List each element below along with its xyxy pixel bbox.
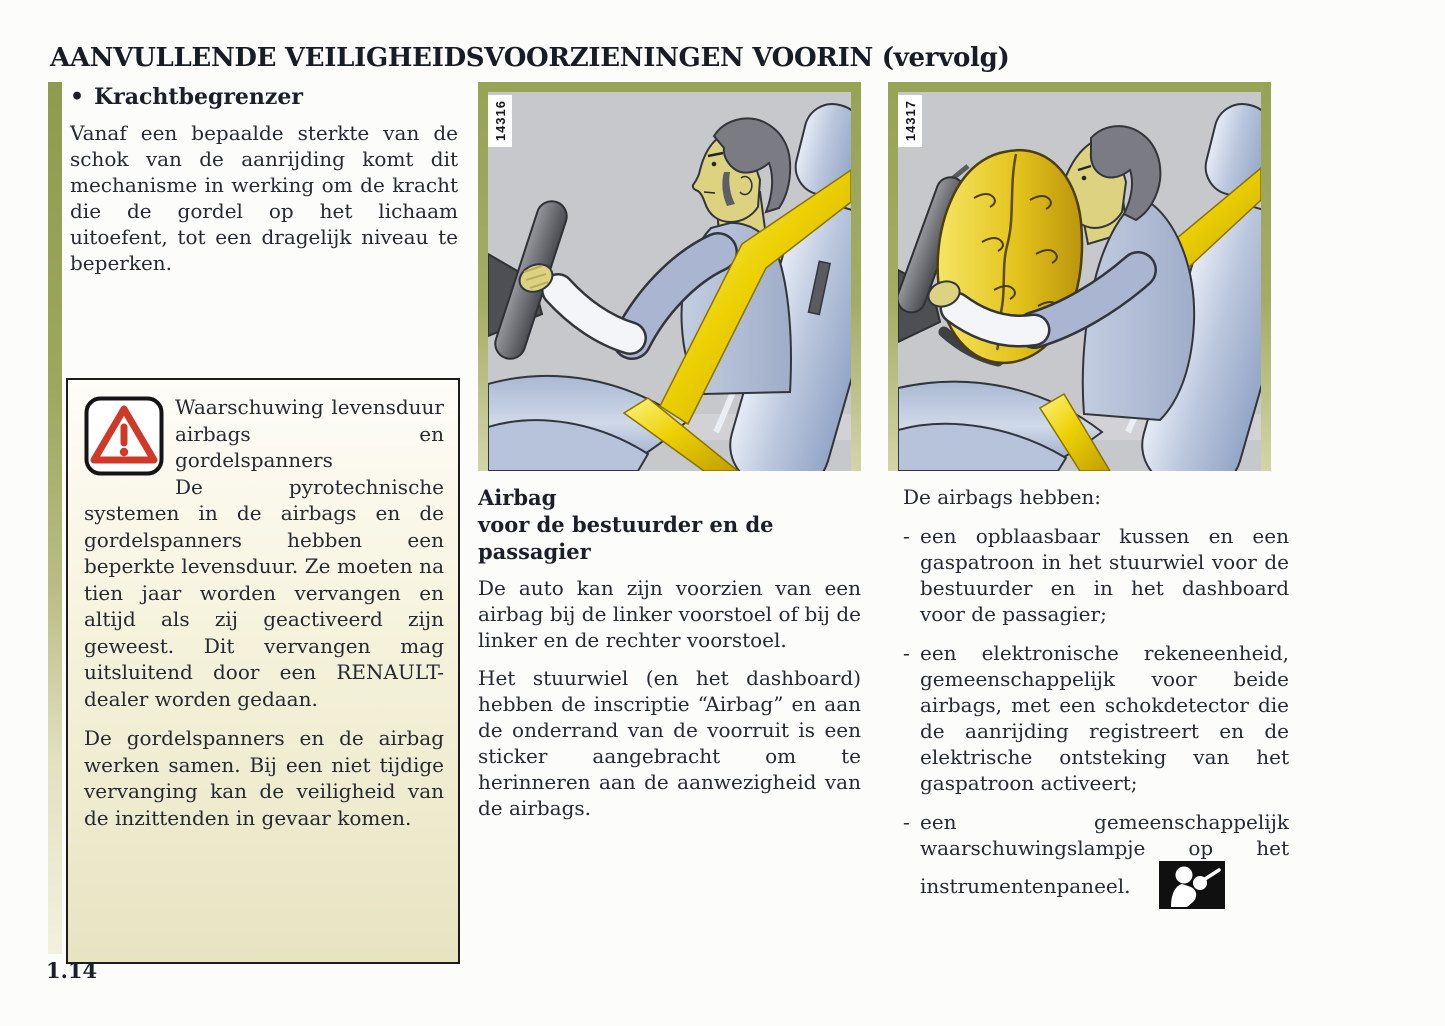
- list-item: [903, 809, 1289, 909]
- section-heading-text: Krachtbegrenzer: [94, 84, 304, 110]
- list-item: [903, 640, 1289, 796]
- dash-marker: -: [903, 524, 910, 548]
- figure-label-box: [898, 95, 922, 147]
- page-title-suffix: (vervolg): [881, 43, 1010, 74]
- deployed-airbag-illustration: [888, 82, 1271, 471]
- airbag-heading: [478, 484, 861, 565]
- middle-column: [478, 484, 861, 833]
- page-title: [50, 43, 1410, 73]
- left-column: [70, 84, 458, 288]
- dash-marker: -: [903, 810, 910, 834]
- airbag-warning-lamp-icon: [1159, 861, 1225, 909]
- warning-box: [66, 378, 460, 964]
- warning-body-1: De pyrotechnische systemen in de airbags en de gordelspanners hebben een beperkte levensduur. Ze moeten na tien jaar worden vervangen en altijd als zij geactiveerd zijn geweest. Dit vervangen mag uitsluitend door een RENAULT-dealer worden gedaan.: [84, 474, 444, 711]
- list-item: [903, 523, 1289, 627]
- airbag-paragraph-1: De auto kan zijn voorzien van een airbag bij de linker voorstoel of bij de linker en de rechter voorstoel.: [478, 576, 861, 652]
- dash-marker: -: [903, 641, 910, 665]
- list-item-text: een opblaasbaar kussen en een gaspatroon in het stuurwiel voor de bestuurder en in het dashboard voor de passagier;: [920, 524, 1289, 626]
- page-number: 1.14: [46, 958, 98, 983]
- warning-title: Waarschuwing levensduur airbags en gordelspanners: [175, 395, 444, 472]
- airbags-intro: De airbags hebben:: [903, 485, 1102, 509]
- right-column: [903, 484, 1289, 922]
- airbag-heading-line2: voor de bestuurder en de passagier: [478, 512, 774, 564]
- left-accent-bar: [48, 82, 62, 954]
- figure-number: 14317: [902, 100, 918, 142]
- bullet-marker: •: [70, 84, 85, 110]
- list-item-text: een gemeenschappelijk waarschuwingslampje op het instrumentenpaneel.: [920, 810, 1289, 898]
- section-heading: [70, 84, 458, 110]
- airbags-feature-list: [903, 523, 1289, 909]
- warning-triangle-icon: [84, 396, 164, 476]
- figure-label-box: [488, 95, 512, 147]
- driver-seatbelt-illustration: [478, 82, 861, 471]
- intro-paragraph: Vanaf een bepaalde sterkte van de schok van de aanrijding komt dit mechanisme in werking om de kracht die de gordel op het lichaam uitoefent, tot een dragelijk niveau te beperken.: [70, 121, 458, 275]
- figure-number: 14316: [492, 100, 508, 142]
- page-title-text: AANVULLENDE VEILIGHEIDSVOORZIENINGEN VOORIN: [50, 43, 873, 74]
- figure-driver-seatbelt: [478, 82, 861, 471]
- airbag-paragraph-2: Het stuurwiel (en het dashboard) hebben de inscriptie “Airbag” en aan de onderrand van de voorruit is een sticker aangebracht om te herinneren aan de aanwezigheid van de airbags.: [478, 666, 861, 820]
- figure-deployed-airbag: [888, 82, 1271, 471]
- list-item-text: een elektronische rekeneenheid, gemeenschappelijk voor beide airbags, met een schokdetector die de aanrijding registreert en de elektrische ontsteking van het gaspatroon activeert;: [920, 641, 1289, 795]
- warning-body-2: De gordelspanners en de airbag werken samen. Bij een niet tijdige vervanging kan de veiligheid van de inzittenden in gevaar komen.: [84, 726, 444, 830]
- airbag-heading-line1: Airbag: [478, 485, 557, 510]
